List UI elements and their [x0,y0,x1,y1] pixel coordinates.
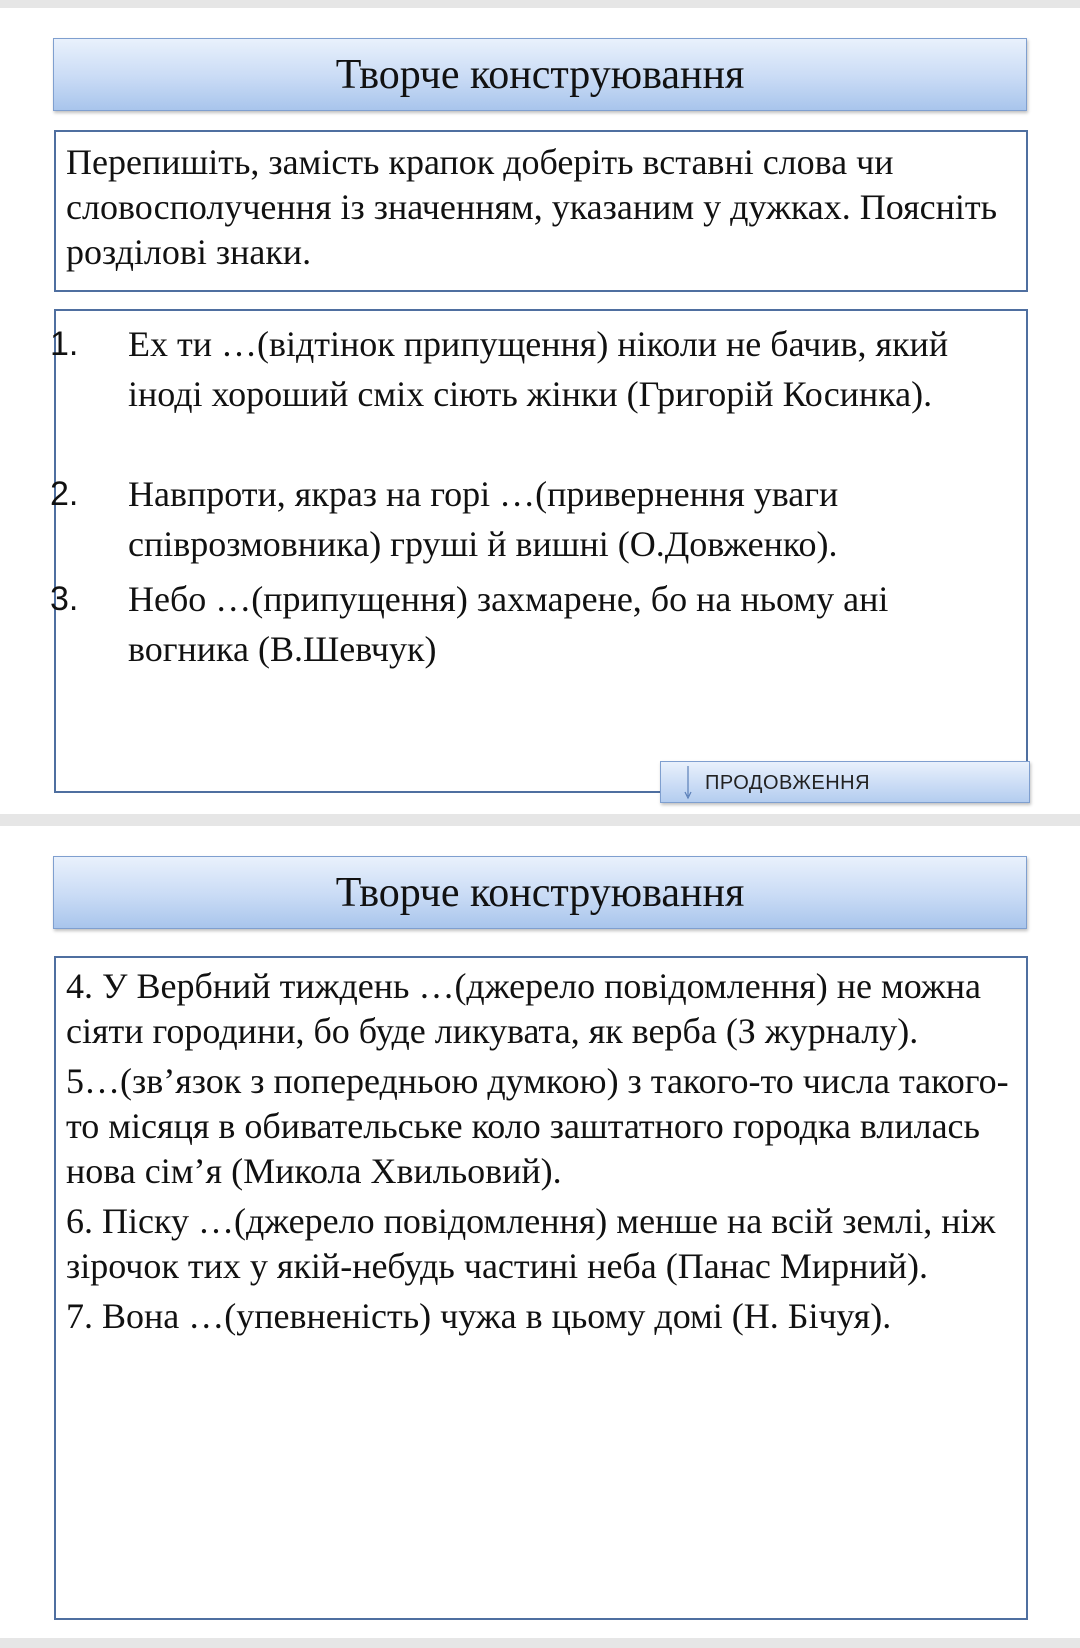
slide-2-title-bar [53,856,1027,929]
list-item-number: 1. [50,325,79,363]
list-item-number: 3. [50,580,79,618]
continue-button-label: ПРОДОВЖЕННЯ [705,772,871,794]
slide-1 [0,8,1080,814]
exercise-paragraph: 4. У Вербний тиждень …(джерело повідомлення) не можна сіяти городини, бо буде ликувата, як верба (З журналу). [66,966,982,1051]
slide-1-title-bar [53,38,1027,111]
instruction-text: Перепишіть, замість крапок доберіть вставні слова чи словосполучення із значенням, указаним у дужках. Поясніть розділові знаки. [66,142,998,272]
continue-button[interactable] [660,761,1030,803]
slide-1-title: Творче конструювання [335,51,745,98]
exercise-list-box [50,309,1028,794]
exercise-paragraph: 6. Піску …(джерело повідомлення) менше на всій землі, ніж зірочок тих у якій-небудь частині неба (Панас Мирний). [66,1201,996,1286]
list-item-text: Навпроти, якраз на горі …(привернення уваги співрозмовника) груші й вишні (О.Довженко). [128,474,839,564]
slide-2 [0,826,1080,1638]
list-item-text: Ех ти …(відтінок припущення) ніколи не бачив, який іноді хороший сміх сіють жінки (Григорій Косинка). [128,324,949,414]
list-item-text: Небо …(припущення) захмарене, бо на ньому ані вогника (В.Шевчук) [128,579,889,669]
exercise-paragraph: 5…(зв’язок з попередньою думкою) з такого-то числа такого-то місяця в обивательське коло заштатного городка влилась нова сім’я (Микола Хвильовий). [66,1061,1009,1191]
instruction-box [54,130,1028,292]
list-item-number: 2. [50,475,79,513]
exercise-paragraph: 7. Вона …(упевненість) чужа в цьому домі (Н. Бічуя). [66,1296,892,1336]
exercise-continuation-box [54,956,1028,1620]
arrow-down-icon [683,766,693,800]
slide-2-title: Творче конструювання [335,869,745,916]
